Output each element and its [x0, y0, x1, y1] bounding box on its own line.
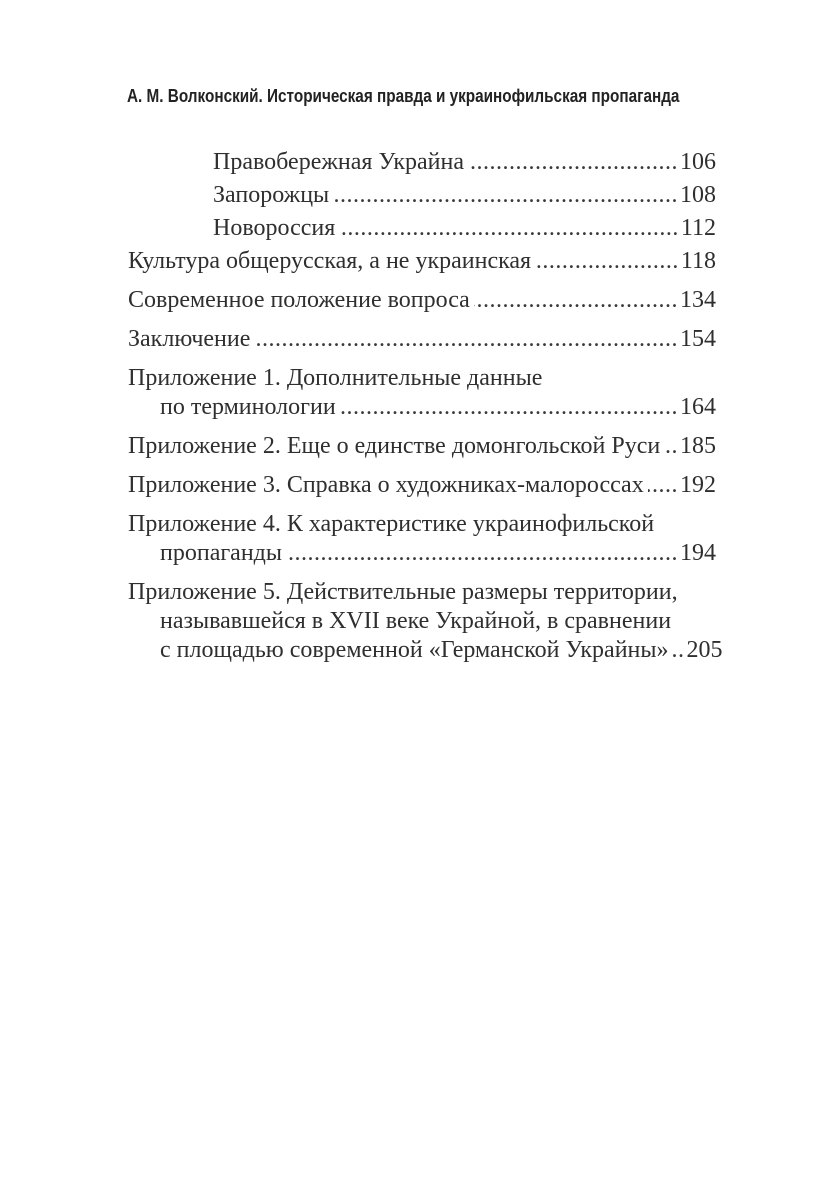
dot-leader — [254, 325, 678, 354]
toc-entry — [128, 181, 716, 210]
toc-page-number: 106 — [680, 149, 716, 175]
dot-leader — [664, 432, 678, 461]
table-of-contents — [128, 148, 723, 665]
dot-leader — [535, 247, 679, 276]
toc-page-number: 118 — [680, 248, 716, 274]
dot-leader — [340, 393, 678, 422]
toc-page-number: 192 — [680, 472, 716, 498]
dot-leader — [333, 181, 678, 210]
toc-entry-title: Приложение 2. Еще о единстве домонгольской Руси — [128, 433, 661, 459]
toc-entry-title: Приложение 4. К характеристике украинофильской — [128, 511, 655, 537]
running-header: А. М. Волконский. Историческая правда и украинофильская пропаганда — [127, 86, 680, 106]
toc-entry — [128, 364, 716, 422]
dot-leader — [286, 539, 678, 568]
toc-entry — [128, 247, 716, 276]
toc-entry-title: Запорожцы — [213, 182, 330, 208]
toc-entry — [128, 578, 723, 665]
toc-entry — [128, 286, 716, 315]
toc-entry-title-continuation: по терминологии — [160, 394, 336, 420]
dot-leader — [339, 214, 679, 243]
toc-entry-title: Культура общерусская, а не украинская — [128, 248, 532, 274]
toc-page-number: 112 — [680, 215, 716, 241]
toc-entry — [128, 214, 716, 243]
toc-entry-title: Приложение 3. Справка о художниках-малороссах — [128, 472, 644, 498]
toc-entry — [128, 471, 716, 500]
dot-leader — [648, 471, 678, 500]
toc-entry-title: Приложение 1. Дополнительные данные — [128, 365, 543, 391]
toc-page-number: 205 — [686, 637, 723, 663]
toc-page-number: 108 — [680, 182, 716, 208]
toc-page-number: 194 — [680, 540, 716, 566]
toc-entry-title-continuation: с площадью современной «Германской Украйны» — [160, 637, 669, 663]
toc-entry-title: Современное положение вопроса — [128, 287, 470, 313]
toc-entry-title-continuation: называвшейся в XVII веке Украйной, в сравнении — [160, 608, 672, 634]
toc-entry-title-continuation: пропаганды — [160, 540, 283, 566]
toc-page-number: 185 — [680, 433, 716, 459]
toc-entry — [128, 510, 716, 568]
toc-entry — [128, 148, 716, 177]
dot-leader — [468, 148, 678, 177]
toc-entry — [128, 325, 716, 354]
toc-page-number: 154 — [680, 326, 716, 352]
toc-entry-title: Правобережная Украйна — [213, 149, 465, 175]
dot-leader — [474, 286, 678, 315]
toc-entry-title: Заключение — [128, 326, 251, 352]
toc-page-number: 164 — [680, 394, 716, 420]
toc-page-number: 134 — [680, 287, 716, 313]
toc-entry-title: Новороссия — [213, 215, 336, 241]
dot-leader — [673, 636, 685, 665]
toc-entry — [128, 432, 716, 461]
toc-entry-title: Приложение 5. Действительные размеры территории, — [128, 579, 678, 605]
